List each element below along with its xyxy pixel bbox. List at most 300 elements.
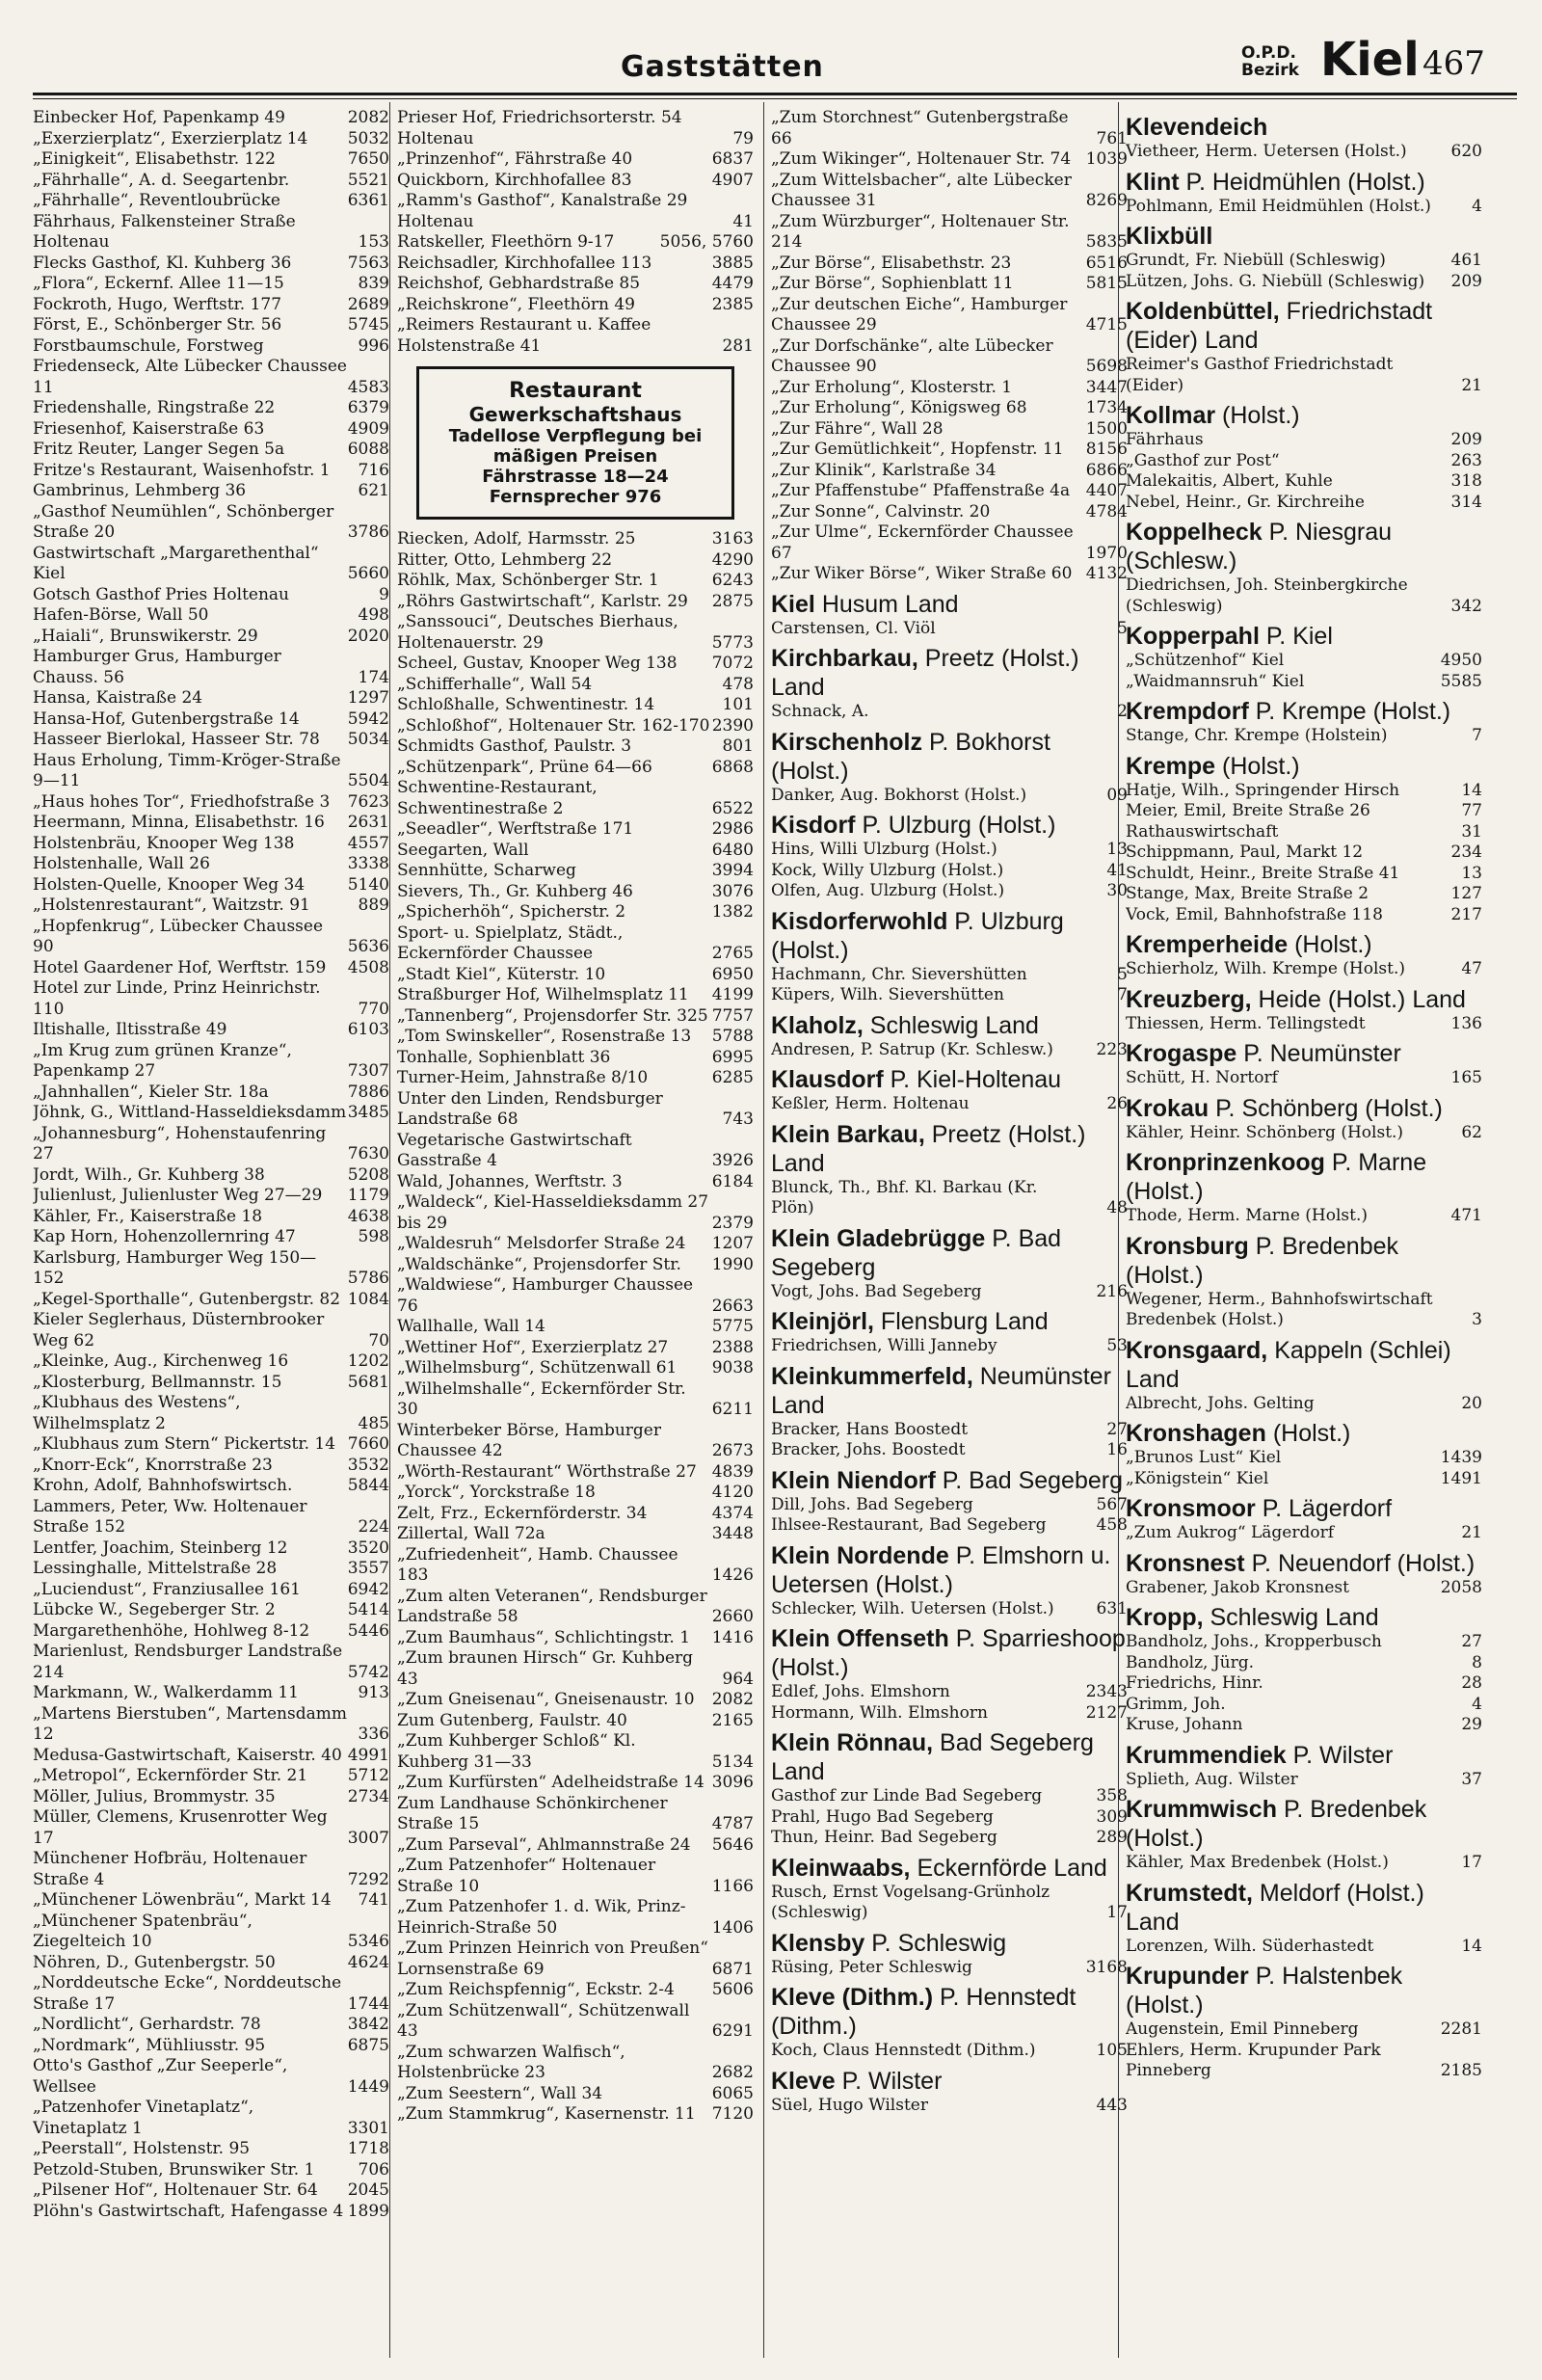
listing-text: „Kegel-Sporthalle“, Gutenbergstr. 82	[33, 1289, 341, 1309]
phone-number: 2165	[711, 1710, 754, 1730]
phone-number: 2388	[711, 1337, 754, 1357]
listing-text: Jordt, Wilh., Gr. Kuhberg 38	[33, 1164, 265, 1185]
phone-number: 5521	[347, 170, 389, 190]
listing-text: Bracker, Johs. Boostedt	[771, 1440, 966, 1459]
listing-entry	[33, 1207, 389, 1228]
listing-entry	[33, 440, 389, 461]
listing-text: „Zur Dorfschänke“, alte Lübecker Chaussee 90	[771, 335, 1053, 376]
listing-text: Schnack, A.	[771, 702, 869, 721]
listing-text: „Zur Ulme“, Eckernförder Chaussee 67	[771, 522, 1074, 563]
listing-text: „Tannenberg“, Projensdorfer Str. 325	[397, 1005, 708, 1026]
listing-entry	[33, 1103, 389, 1124]
listing-text: „Zum Patzenhofer“ Holtenauer Straße 10	[397, 1856, 656, 1896]
phone-number: 8	[1472, 1652, 1482, 1672]
phone-number: 4120	[711, 1483, 754, 1502]
phone-number: 5745	[347, 315, 389, 334]
phone-number: 77	[1461, 801, 1482, 820]
listing-text: Ihlsee-Restaurant, Bad Segeberg	[771, 1515, 1047, 1535]
phone-number: 741	[358, 1890, 389, 1910]
listing-text: Fritze's Restaurant, Waisenhofstr. 1	[33, 460, 331, 480]
phone-number: 5606	[711, 1980, 754, 1999]
phone-number: 5346	[347, 1932, 389, 1951]
listing-text: „Flora“, Eckernf. Allee 11—15	[33, 274, 284, 293]
phone-number: 13	[1106, 840, 1128, 859]
listing-entry	[33, 2036, 389, 2057]
listing-entry	[771, 171, 1128, 212]
listing-entry	[1126, 1523, 1482, 1544]
listing-text: Schuldt, Heinr., Breite Straße 41	[1126, 863, 1400, 883]
place-suffix: Eckernförde Land	[917, 1854, 1107, 1882]
listing-text: Andresen, P. Satrup (Kr. Schlesw.)	[771, 1039, 1053, 1059]
phone-number: 4907	[711, 170, 754, 190]
phone-number: 6837	[711, 149, 754, 169]
listing-text: „Seeadler“, Werftstraße 171	[397, 819, 634, 839]
place-heading	[1126, 1962, 1482, 2019]
listing-text: „Exerzierplatz“, Exerzierplatz 14	[33, 128, 308, 148]
phone-number: 174	[358, 667, 389, 687]
phone-number: 6379	[347, 398, 389, 417]
place-name: Klensby	[771, 1929, 865, 1957]
place-name: Klein Offenseth	[771, 1625, 949, 1652]
listing-text: Zelt, Frz., Eckernförderstr. 34	[397, 1503, 648, 1523]
place-name: Kleve	[771, 2067, 836, 2095]
listing-entry	[397, 716, 754, 737]
phone-number: 2631	[347, 813, 389, 832]
phone-number: 5815	[1085, 274, 1128, 293]
phone-number: 6291	[711, 2021, 754, 2041]
listing-text: Lorenzen, Wilh. Süderhastedt	[1126, 1936, 1374, 1956]
listing-text: „Luciendust“, Franziusallee 161	[33, 1579, 301, 1599]
listing-entry	[397, 695, 754, 716]
listing-text: Rüsing, Peter Schleswig	[771, 1957, 972, 1977]
listing-entry	[33, 605, 389, 627]
listing-entry	[33, 1559, 389, 1580]
listing-entry	[33, 357, 389, 398]
listing-text: „Reimers Restaurant u. Kaffee Holstenstraße 41	[397, 315, 651, 356]
listing-text: Thode, Herm. Marne (Holst.)	[1126, 1206, 1369, 1225]
listing-text: „Zum Wikinger“, Holtenauer Str. 74	[771, 149, 1072, 169]
phone-number: 31	[1461, 821, 1482, 842]
listing-text: Tonhalle, Sophienblatt 36	[397, 1047, 611, 1067]
listing-text: „Zur deutschen Eiche“, Hamburger Chaussee 29	[771, 294, 1068, 334]
place-name: Krummwisch	[1126, 1796, 1277, 1823]
place-heading	[1126, 1795, 1482, 1853]
listing-text: Fährhaus, Falkensteiner Straße Holtenau	[33, 211, 296, 252]
listing-text: Hins, Willi Ulzburg (Holst.)	[771, 840, 997, 859]
listing-text: Unter den Linden, Rendsburger Landstraße 68	[397, 1088, 663, 1129]
place-name: Kronprinzenkoog	[1126, 1149, 1325, 1176]
listing-entry	[397, 758, 754, 779]
phone-number: 5742	[347, 1662, 389, 1682]
header-rule	[33, 93, 1517, 95]
phone-number: 621	[358, 481, 389, 500]
phone-number: 1416	[711, 1627, 754, 1647]
listing-entry	[397, 529, 754, 550]
listing-text: Vietheer, Herm. Uetersen (Holst.)	[1126, 142, 1407, 161]
phone-number: 223	[1096, 1039, 1128, 1059]
listing-text: Friedrichs, Hinr.	[1126, 1673, 1263, 1693]
listing-entry	[771, 1094, 1128, 1115]
listing-entry	[33, 1953, 389, 1974]
listing-entry	[397, 1338, 754, 1359]
phone-number: 41	[732, 211, 754, 231]
column-3	[771, 108, 1128, 2354]
listing-text: „Holstenrestaurant“, Waitzstr. 91	[33, 896, 310, 915]
phone-number: 7757	[711, 1005, 754, 1026]
place-heading	[771, 1307, 1128, 1336]
phone-number: 14	[1461, 780, 1482, 800]
place-name: Kremperheide	[1126, 931, 1289, 958]
phone-number: 342	[1450, 596, 1482, 616]
phone-number: 1179	[347, 1186, 389, 1205]
listing-entry	[397, 1835, 754, 1857]
phone-number: 3007	[347, 1828, 389, 1848]
listing-text: „Johannesburg“, Hohenstaufenring 27	[33, 1123, 327, 1163]
listing-entry	[1126, 142, 1482, 163]
place-heading	[771, 1929, 1128, 1958]
listing-entry	[397, 108, 754, 149]
listing-entry	[397, 1794, 754, 1835]
phone-number: 4508	[347, 957, 389, 977]
listing-text: Lübcke W., Segeberger Str. 2	[33, 1600, 276, 1619]
listing-text: „Zur Fähre“, Wall 28	[771, 418, 944, 439]
place-name: Klein Nordende	[771, 1541, 949, 1569]
phone-number: 26	[1106, 1094, 1128, 1113]
listing-entry	[33, 461, 389, 482]
listing-text: „Wörth-Restaurant“ Wörthstraße 27	[397, 1461, 697, 1482]
listing-text: „Zum schwarzen Walfisch“, Holstenbrücke 23	[397, 2042, 625, 2082]
listing-entry	[771, 522, 1128, 564]
phone-number: 5034	[347, 730, 389, 749]
phone-number: 6871	[711, 1959, 754, 1979]
phone-number: 1899	[347, 2201, 389, 2221]
phone-number: 4839	[711, 1461, 754, 1482]
listing-entry	[1126, 2041, 1482, 2082]
ad-line: Fährstrasse 18—24	[482, 467, 669, 487]
phone-number: 4784	[1085, 501, 1128, 521]
phone-number: 4374	[711, 1503, 754, 1523]
listing-entry	[33, 1310, 389, 1351]
listing-text: Medusa-Gastwirtschaft, Kaiserstr. 40	[33, 1745, 342, 1765]
phone-number: 5056, 5760	[659, 232, 754, 252]
listing-entry	[33, 1807, 389, 1849]
listing-entry	[397, 1773, 754, 1794]
listing-text: Julienlust, Julienluster Weg 27—29	[33, 1186, 323, 1205]
place-heading	[1126, 1494, 1482, 1523]
listing-entry	[33, 336, 389, 358]
phone-number: 4991	[347, 1745, 389, 1765]
listing-entry	[397, 1587, 754, 1628]
phone-number: 314	[1450, 492, 1482, 512]
phone-number: 29	[1461, 1715, 1482, 1734]
phone-number: 3520	[347, 1538, 389, 1558]
listing-entry	[397, 2104, 754, 2126]
listing-text: „Im Krug zum grünen Kranze“, Papenkamp 27	[33, 1040, 292, 1081]
phone-number: 4132	[1085, 564, 1128, 583]
place-suffix: P. Schleswig	[871, 1929, 1007, 1957]
listing-entry	[33, 2098, 389, 2139]
listing-entry	[33, 1787, 389, 1808]
listing-entry	[771, 212, 1128, 254]
listing-text: Küpers, Wilh. Sievershütten	[771, 985, 1004, 1004]
listing-entry	[33, 108, 389, 129]
phone-number: 3096	[711, 1773, 754, 1792]
header-rule-thin	[33, 98, 1517, 99]
place-suffix: P. Schönberg (Holst.)	[1215, 1094, 1443, 1122]
listing-entry	[397, 1317, 754, 1338]
place-heading	[1126, 1879, 1482, 1937]
listing-text: Bandholz, Jürg.	[1126, 1652, 1255, 1672]
place-name: Kreuzberg,	[1126, 985, 1252, 1013]
column-2	[397, 108, 754, 2354]
listing-entry	[771, 378, 1128, 399]
ad-line: Restaurant	[509, 379, 642, 403]
listing-text: Reichshof, Gebhardstraße 85	[397, 274, 641, 293]
listing-text: „Zum alten Veteranen“, Rendsburger Landstraße 58	[397, 1586, 707, 1626]
phone-number: 3485	[347, 1103, 389, 1122]
phone-number: 1990	[711, 1254, 754, 1274]
phone-number: 3885	[711, 253, 754, 273]
listing-entry	[397, 1192, 754, 1234]
phone-number: 209	[1450, 430, 1482, 449]
listing-entry	[1126, 959, 1482, 980]
listing-text: „Zur Erholung“, Klosterstr. 1	[771, 377, 1013, 397]
phone-number: 127	[1450, 884, 1482, 903]
listing-text: Malekaitis, Albert, Kuhle	[1126, 471, 1333, 491]
listing-text: „Jahnhallen“, Kieler Str. 18a	[33, 1082, 269, 1102]
listing-text: Gotsch Gasthof Pries Holtenau	[33, 584, 290, 604]
listing-text: Holstenbräu, Knooper Weg 138	[33, 833, 295, 853]
phone-number: 5134	[711, 1752, 754, 1772]
phone-number: 5446	[347, 1620, 389, 1641]
phone-number: 2379	[711, 1213, 754, 1233]
place-heading	[1126, 1039, 1482, 1068]
listing-text: „Waidmannsruh“ Kiel	[1126, 671, 1305, 691]
phone-number: 6866	[1085, 460, 1128, 480]
phone-number: 839	[358, 274, 389, 293]
listing-text: Straßburger Hof, Wilhelmsplatz 11	[397, 985, 689, 1004]
listing-text: Schütt, H. Nortorf	[1126, 1068, 1278, 1087]
place-name: Kronsburg	[1126, 1232, 1249, 1260]
phone-number: 5773	[711, 632, 754, 653]
phone-number: 620	[1450, 142, 1482, 161]
place-suffix: (Holst.)	[1272, 1420, 1351, 1447]
phone-number: 1297	[347, 688, 389, 708]
phone-number: 2385	[711, 294, 754, 314]
phone-number: 5681	[347, 1372, 389, 1392]
listing-text: Fritz Reuter, Langer Segen 5a	[33, 440, 285, 459]
phone-number: 2986	[711, 819, 754, 839]
phone-number: 3532	[347, 1455, 389, 1475]
listing-entry	[33, 481, 389, 502]
place-name: Krogaspe	[1126, 1040, 1237, 1067]
place-suffix: P. Wilster	[841, 2067, 943, 2095]
listing-text: „Wilhelmshalle“, Eckernförder Str. 30	[397, 1378, 686, 1419]
listing-text: „Spicherhöh“, Spicherstr. 2	[397, 902, 626, 922]
listing-text: Seegarten, Wall	[397, 840, 529, 860]
listing-text: „Schützenhof“ Kiel	[1126, 651, 1285, 670]
listing-text: Ritter, Otto, Lehmberg 22	[397, 549, 613, 570]
place-name: Klixbüll	[1126, 223, 1213, 250]
phone-number: 1406	[711, 1917, 754, 1938]
listing-entry	[33, 1186, 389, 1207]
place-heading	[771, 590, 1128, 619]
listing-text: Stange, Chr. Krempe (Holstein)	[1126, 726, 1388, 745]
phone-number: 217	[1450, 904, 1482, 924]
phone-number: 801	[722, 736, 754, 756]
place-suffix: Meldorf (Holst.) Land	[1126, 1879, 1424, 1936]
listing-text: „Zur Gemütlichkeit“, Hopfenstr. 11	[771, 440, 1064, 459]
listing-text: Sievers, Th., Gr. Kuhberg 46	[397, 881, 633, 901]
listing-text: Winterbeker Börse, Hamburger Chaussee 42	[397, 1420, 661, 1460]
listing-entry	[1126, 651, 1482, 672]
phone-number: 8156	[1085, 440, 1128, 459]
listing-entry	[33, 1248, 389, 1290]
phone-number: 2058	[1440, 1577, 1482, 1597]
place-suffix: P. Bad Segeberg	[771, 1224, 1062, 1281]
listing-text: Thun, Heinr. Bad Segeberg	[771, 1828, 997, 1847]
listing-text: Zum Landhause Schönkirchener Straße 15	[397, 1793, 668, 1833]
phone-number: 1500	[1085, 418, 1128, 439]
listing-text: „Norddeutsche Ecke“, Norddeutsche Straße 17	[33, 1973, 342, 2014]
phone-number: 336	[358, 1725, 389, 1744]
place-heading	[1126, 1741, 1482, 1770]
place-heading	[1126, 985, 1482, 1014]
phone-number: 3447	[1085, 377, 1128, 397]
listing-text: „Zum Storchnest“ Gutenbergstraße 66	[771, 108, 1069, 148]
listing-text: „Kleinke, Aug., Kirchenweg 16	[33, 1351, 289, 1371]
listing-text: Olfen, Aug. Ulzburg (Holst.)	[771, 881, 1005, 900]
phone-number: 2390	[711, 715, 754, 735]
listing-text: „Münchener Spatenbräu“, Ziegelteich 10	[33, 1911, 253, 1951]
listing-entry	[1126, 355, 1482, 396]
place-suffix: Flensburg Land	[880, 1308, 1049, 1335]
listing-text: Ratskeller, Fleethörn 9-17	[397, 232, 615, 252]
place-heading	[1126, 222, 1482, 251]
listing-entry	[771, 108, 1128, 149]
place-name: Kropp,	[1126, 1604, 1204, 1631]
place-suffix: Friedrichstadt (Eider) Land	[1126, 298, 1433, 354]
listing-entry	[1126, 1014, 1482, 1035]
phone-number: 216	[1096, 1281, 1128, 1301]
place-suffix: Heide (Holst.) Land	[1258, 985, 1466, 1013]
listing-text: „Haus hohes Tor“, Friedhofstraße 3	[33, 791, 331, 812]
listing-text: „Knorr-Eck“, Knorrstraße 23	[33, 1455, 273, 1475]
place-name: Klint	[1126, 168, 1180, 196]
listing-text: Carstensen, Cl. Viöl	[771, 618, 936, 638]
listing-entry	[33, 688, 389, 709]
phone-number: 443	[1096, 2095, 1128, 2115]
listing-text: Einbecker Hof, Papenkamp 49	[33, 108, 285, 127]
place-name: Kronshagen	[1126, 1420, 1266, 1447]
listing-text: „Zum Reichspfennig“, Eckstr. 2-4	[397, 1980, 675, 1999]
listing-entry	[771, 461, 1128, 482]
listing-entry	[397, 592, 754, 613]
listing-entry	[1126, 2019, 1482, 2041]
listing-text: „Peerstall“, Holstenstr. 95	[33, 2139, 251, 2158]
listing-text: Prieser Hof, Friedrichsorterstr. 54 Holtenau	[397, 108, 682, 148]
listing-text: „Haiali“, Brunswikerstr. 29	[33, 626, 258, 646]
phone-number: 2875	[711, 591, 754, 611]
phone-number: 5	[1117, 618, 1128, 638]
listing-entry	[33, 129, 389, 150]
phone-number: 5646	[711, 1834, 754, 1855]
phone-number: 5786	[347, 1269, 389, 1288]
phone-number: 4199	[711, 985, 754, 1004]
listing-text: Friedenseck, Alte Lübecker Chaussee 11	[33, 357, 347, 397]
phone-number: 1734	[1085, 398, 1128, 417]
listing-entry	[1126, 1653, 1482, 1674]
phone-number: 1084	[347, 1289, 389, 1309]
phone-number: 6065	[711, 2083, 754, 2103]
listing-entry	[33, 834, 389, 855]
listing-text: Friesenhof, Kaiserstraße 63	[33, 418, 265, 439]
phone-number: 7650	[347, 149, 389, 169]
listing-text: Vogt, Johs. Bad Segeberg	[771, 1281, 982, 1301]
phone-number: 889	[358, 896, 389, 915]
phone-number: 2682	[711, 2063, 754, 2082]
place-heading	[771, 644, 1128, 702]
listing-text: Schloßhalle, Schwentinestr. 14	[397, 695, 655, 714]
listing-entry	[771, 881, 1128, 902]
listing-entry	[1126, 1695, 1482, 1716]
listing-text: Röhlk, Max, Schönberger Str. 1	[397, 571, 659, 590]
listing-text: „Waldeck“, Kiel-Hasseldieksdamm 27 bis 29	[397, 1192, 709, 1233]
listing-entry	[397, 232, 754, 254]
listing-text: „Waldesruh“ Melsdorfer Straße 24	[397, 1234, 686, 1253]
listing-text: „Ramm's Gasthof“, Kanalstraße 29 Holtenau	[397, 191, 688, 231]
listing-text: Blunck, Th., Bhf. Kl. Barkau (Kr. Plön)	[771, 1177, 1038, 1217]
phone-number: 5942	[347, 709, 389, 729]
listing-text: Ehlers, Herm. Krupunder Park Pinneberg	[1126, 2040, 1381, 2080]
listing-text: Vock, Emil, Bahnhofstraße 118	[1126, 904, 1383, 924]
phone-number: 5698	[1085, 357, 1128, 376]
listing-entry	[33, 1456, 389, 1477]
phone-number: 7072	[711, 654, 754, 673]
listing-entry	[33, 896, 389, 917]
listing-entry	[33, 1746, 389, 1767]
phone-number: 2020	[347, 626, 389, 646]
phone-number: 964	[722, 1669, 754, 1689]
phone-number: 6211	[711, 1400, 754, 1419]
phone-number: 3301	[347, 2118, 389, 2138]
listing-text: „Wilhelmsburg“, Schützenwall 61	[397, 1358, 678, 1377]
listing-entry	[771, 1040, 1128, 1061]
listing-entry	[33, 2015, 389, 2036]
listing-text: „Zum braunen Hirsch“ Gr. Kuhberg 43	[397, 1648, 694, 1689]
phone-number: 4290	[711, 549, 754, 570]
place-name: Koldenbüttel,	[1126, 298, 1280, 325]
listing-entry	[33, 1351, 389, 1373]
listing-text: Haus Erholung, Timm-Kröger-Straße 9—11	[33, 750, 341, 790]
place-name: Klein Gladebrügge	[771, 1224, 986, 1252]
listing-entry	[771, 440, 1128, 461]
place-heading	[771, 1011, 1128, 1040]
listing-entry	[1126, 1068, 1482, 1089]
phone-number: 105	[1096, 2041, 1128, 2060]
listing-text: „Zur Börse“, Elisabethstr. 23	[771, 253, 1012, 273]
listing-entry	[771, 1495, 1128, 1516]
listing-text: Plöhn's Gastwirtschaft, Hafengasse 4	[33, 2201, 344, 2221]
listing-entry	[771, 985, 1128, 1006]
listing-text: Hormann, Wilh. Elmshorn	[771, 1702, 988, 1723]
listing-entry	[397, 675, 754, 696]
phone-number: 7	[1117, 985, 1128, 1004]
listing-entry	[1126, 1394, 1482, 1415]
listing-text: Grimm, Joh.	[1126, 1694, 1226, 1714]
phone-number: 1744	[347, 1993, 389, 2014]
place-name: Kleinjörl,	[771, 1308, 874, 1335]
